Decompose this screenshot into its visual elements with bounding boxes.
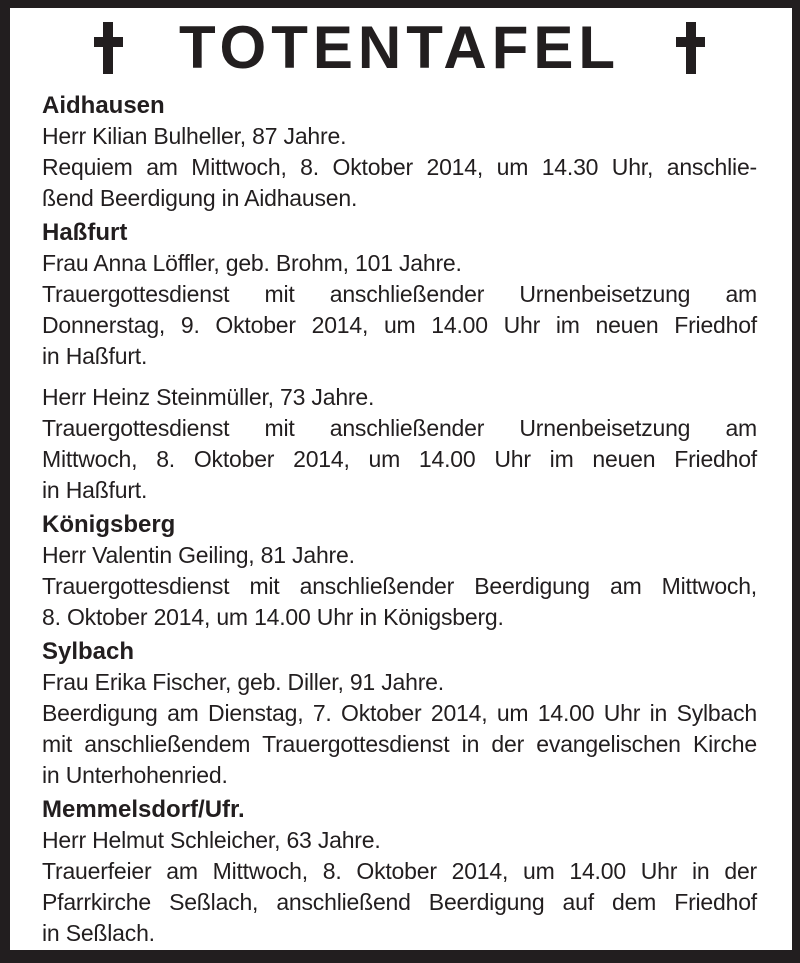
board-title-row xyxy=(42,14,757,81)
town-heading: Sylbach xyxy=(42,638,135,665)
notice-line: in Haßfurt. xyxy=(42,477,148,503)
obituary-entry xyxy=(42,121,757,214)
obituary-entry xyxy=(42,248,757,372)
notice-line: Trauergottesdienst mit anschließender Beerdigung am Mittwoch, xyxy=(42,573,757,599)
town-heading: Memmelsdorf/Ufr. xyxy=(42,796,245,823)
person-line: Herr Kilian Bulheller, 87 Jahre. xyxy=(42,123,347,149)
section-koenigsberg xyxy=(42,509,757,633)
town-heading: Königsberg xyxy=(42,511,176,538)
notice-line: Requiem am Mittwoch, 8. Oktober 2014, um 14.30 Uhr, anschlie- xyxy=(42,154,757,180)
latin-cross-icon xyxy=(676,22,705,74)
latin-cross-icon xyxy=(94,22,123,74)
obituary-entry xyxy=(42,825,757,949)
section-aidhausen xyxy=(42,90,757,214)
person-line: Herr Helmut Schleicher, 63 Jahre. xyxy=(42,827,381,853)
notice-line: in Unterhohenried. xyxy=(42,762,228,788)
town-heading: Haßfurt xyxy=(42,219,128,246)
obituary-entry xyxy=(42,382,757,506)
person-line: Frau Anna Löffler, geb. Brohm, 101 Jahre. xyxy=(42,250,462,276)
section-sylbach xyxy=(42,636,757,791)
notice-line: Trauerfeier am Mittwoch, 8. Oktober 2014, um 14.00 Uhr in der xyxy=(42,858,757,884)
notice-line: in Seßlach. xyxy=(42,920,155,946)
notice-line: mit anschließendem Trauergottesdienst in der evangelischen Kirche xyxy=(42,731,757,757)
notice-line: ßend Beerdigung in Aidhausen. xyxy=(42,185,358,211)
person-line: Frau Erika Fischer, geb. Diller, 91 Jahre. xyxy=(42,669,444,695)
notice-line: Trauergottesdienst mit anschließender Urnenbeisetzung am xyxy=(42,415,757,441)
obituary-entry xyxy=(42,540,757,633)
notice-line: Pfarrkirche Seßlach, anschließend Beerdigung auf dem Friedhof xyxy=(42,889,757,915)
town-heading: Aidhausen xyxy=(42,92,165,119)
notice-line: in Haßfurt. xyxy=(42,343,148,369)
person-line: Herr Valentin Geiling, 81 Jahre. xyxy=(42,542,355,568)
notice-line: Beerdigung am Dienstag, 7. Oktober 2014, um 14.00 Uhr in Sylbach xyxy=(42,700,757,726)
section-memmelsdorf xyxy=(42,794,757,949)
notice-line: Mittwoch, 8. Oktober 2014, um 14.00 Uhr im neuen Friedhof xyxy=(42,446,757,472)
person-line: Herr Heinz Steinmüller, 73 Jahre. xyxy=(42,384,375,410)
section-hassfurt xyxy=(42,217,757,506)
board-title: TOTENTAFEL xyxy=(178,14,621,81)
notice-line: 8. Oktober 2014, um 14.00 Uhr in Königsberg. xyxy=(42,604,504,630)
notice-line: Trauergottesdienst mit anschließender Urnenbeisetzung am xyxy=(42,281,757,307)
notice-line: Donnerstag, 9. Oktober 2014, um 14.00 Uhr im neuen Friedhof xyxy=(42,312,757,338)
obituary-entry xyxy=(42,667,757,791)
